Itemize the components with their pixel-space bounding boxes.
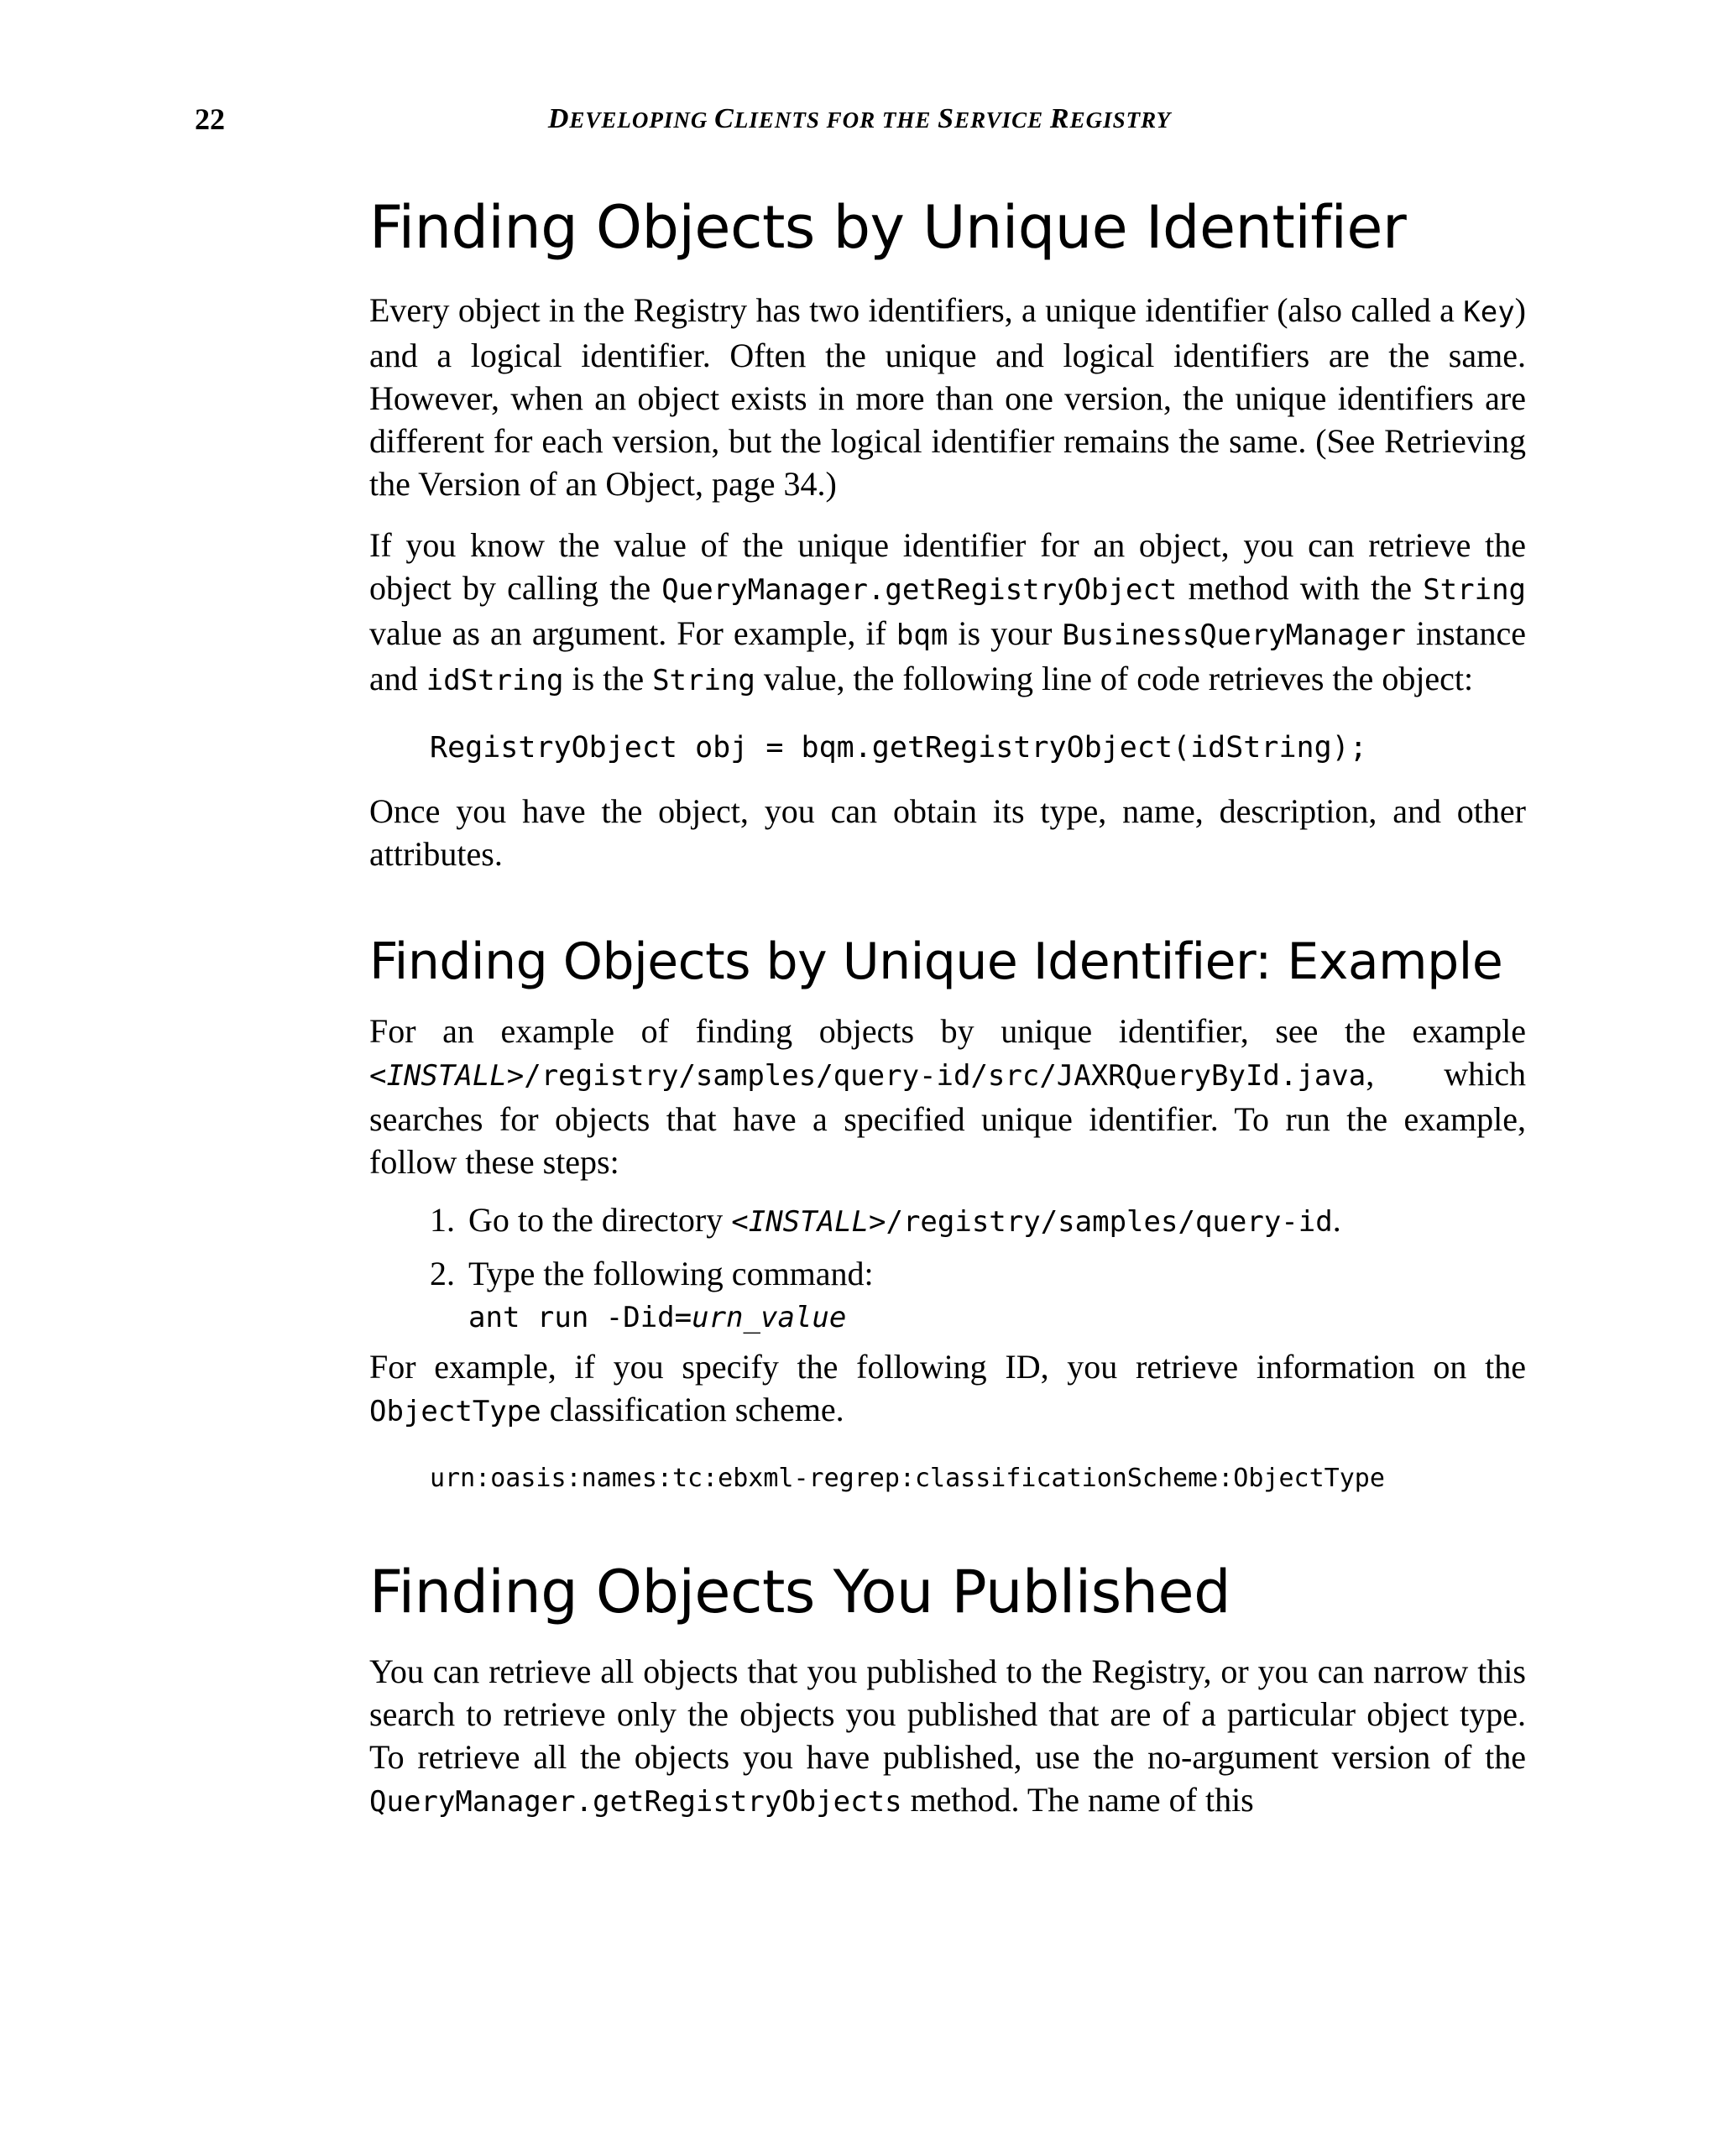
paragraph-objecttype-example: For example, if you specify the following ID, you retrieve information on the ObjectType classification scheme. <box>369 1348 1526 1428</box>
section-heading-unique-identifier: Finding Objects by Unique Identifier <box>369 193 1407 262</box>
command-ant-run: ant run -Did=urn_value <box>468 1301 847 1334</box>
code-objecttype-urn: urn:oasis:names:tc:ebxml-regrep:classificationScheme:ObjectType <box>430 1464 1385 1493</box>
step-item: 1. Go to the directory <INSTALL>/registry/samples/query-id. <box>369 1198 1526 1244</box>
section-heading-objects-you-published: Finding Objects You Published <box>369 1558 1231 1626</box>
paragraph-obtain-attributes: Once you have the object, you can obtain its type, name, description, and other attributes. <box>369 792 1526 873</box>
page-number: 22 <box>195 102 225 136</box>
step-number: 2. <box>430 1255 455 1292</box>
paragraph-identifiers-intro: Every object in the Registry has two identifiers, a unique identifier (also called a Key) and a logical identifier. Often the unique and logical identifiers are the same. However, when an object exists in more than one version, the unique identifiers are different for each version, but the logical identifier remains the same. (See Retrieving the Version of an Object, page 34.) <box>369 291 1526 503</box>
steps-list <box>369 1198 1526 1295</box>
paragraph-retrieve-by-id: If you know the value of the unique identifier for an object, you can retrieve the object by calling the QueryManager.getRegistryObject method with the String value as an argument. For example, if bqm is your BusinessQueryManager instance and idString is the String value, the following line of code retrieves the object: <box>369 526 1527 697</box>
page-content <box>369 185 1526 1824</box>
code-get-registry-object: RegistryObject obj = bqm.getRegistryObject(idString); <box>430 731 1367 765</box>
paragraph-objects-published: You can retrieve all objects that you published to the Registry, or you can narrow this search to retrieve only the objects you published that are of a particular object type. To retrieve all the objects you have published, use the no-argument version of the QueryManager.getRegistryObjects method. The name of this <box>369 1652 1526 1819</box>
step-item: 2. Type the following command: <box>369 1252 1526 1295</box>
running-header: DEVELOPING CLIENTS FOR THE SERVICE REGISTRY <box>547 103 1172 134</box>
step-number: 1. <box>430 1201 455 1239</box>
paragraph-example-intro: For an example of finding objects by unique identifier, see the example <INSTALL>/registry/samples/query-id/src/JAXRQueryById.java, which searches for objects that have a specified unique identifier. To run the example, follow these steps: <box>369 1012 1526 1181</box>
section-heading-unique-identifier-example: Finding Objects by Unique Identifier: Example <box>369 932 1503 991</box>
